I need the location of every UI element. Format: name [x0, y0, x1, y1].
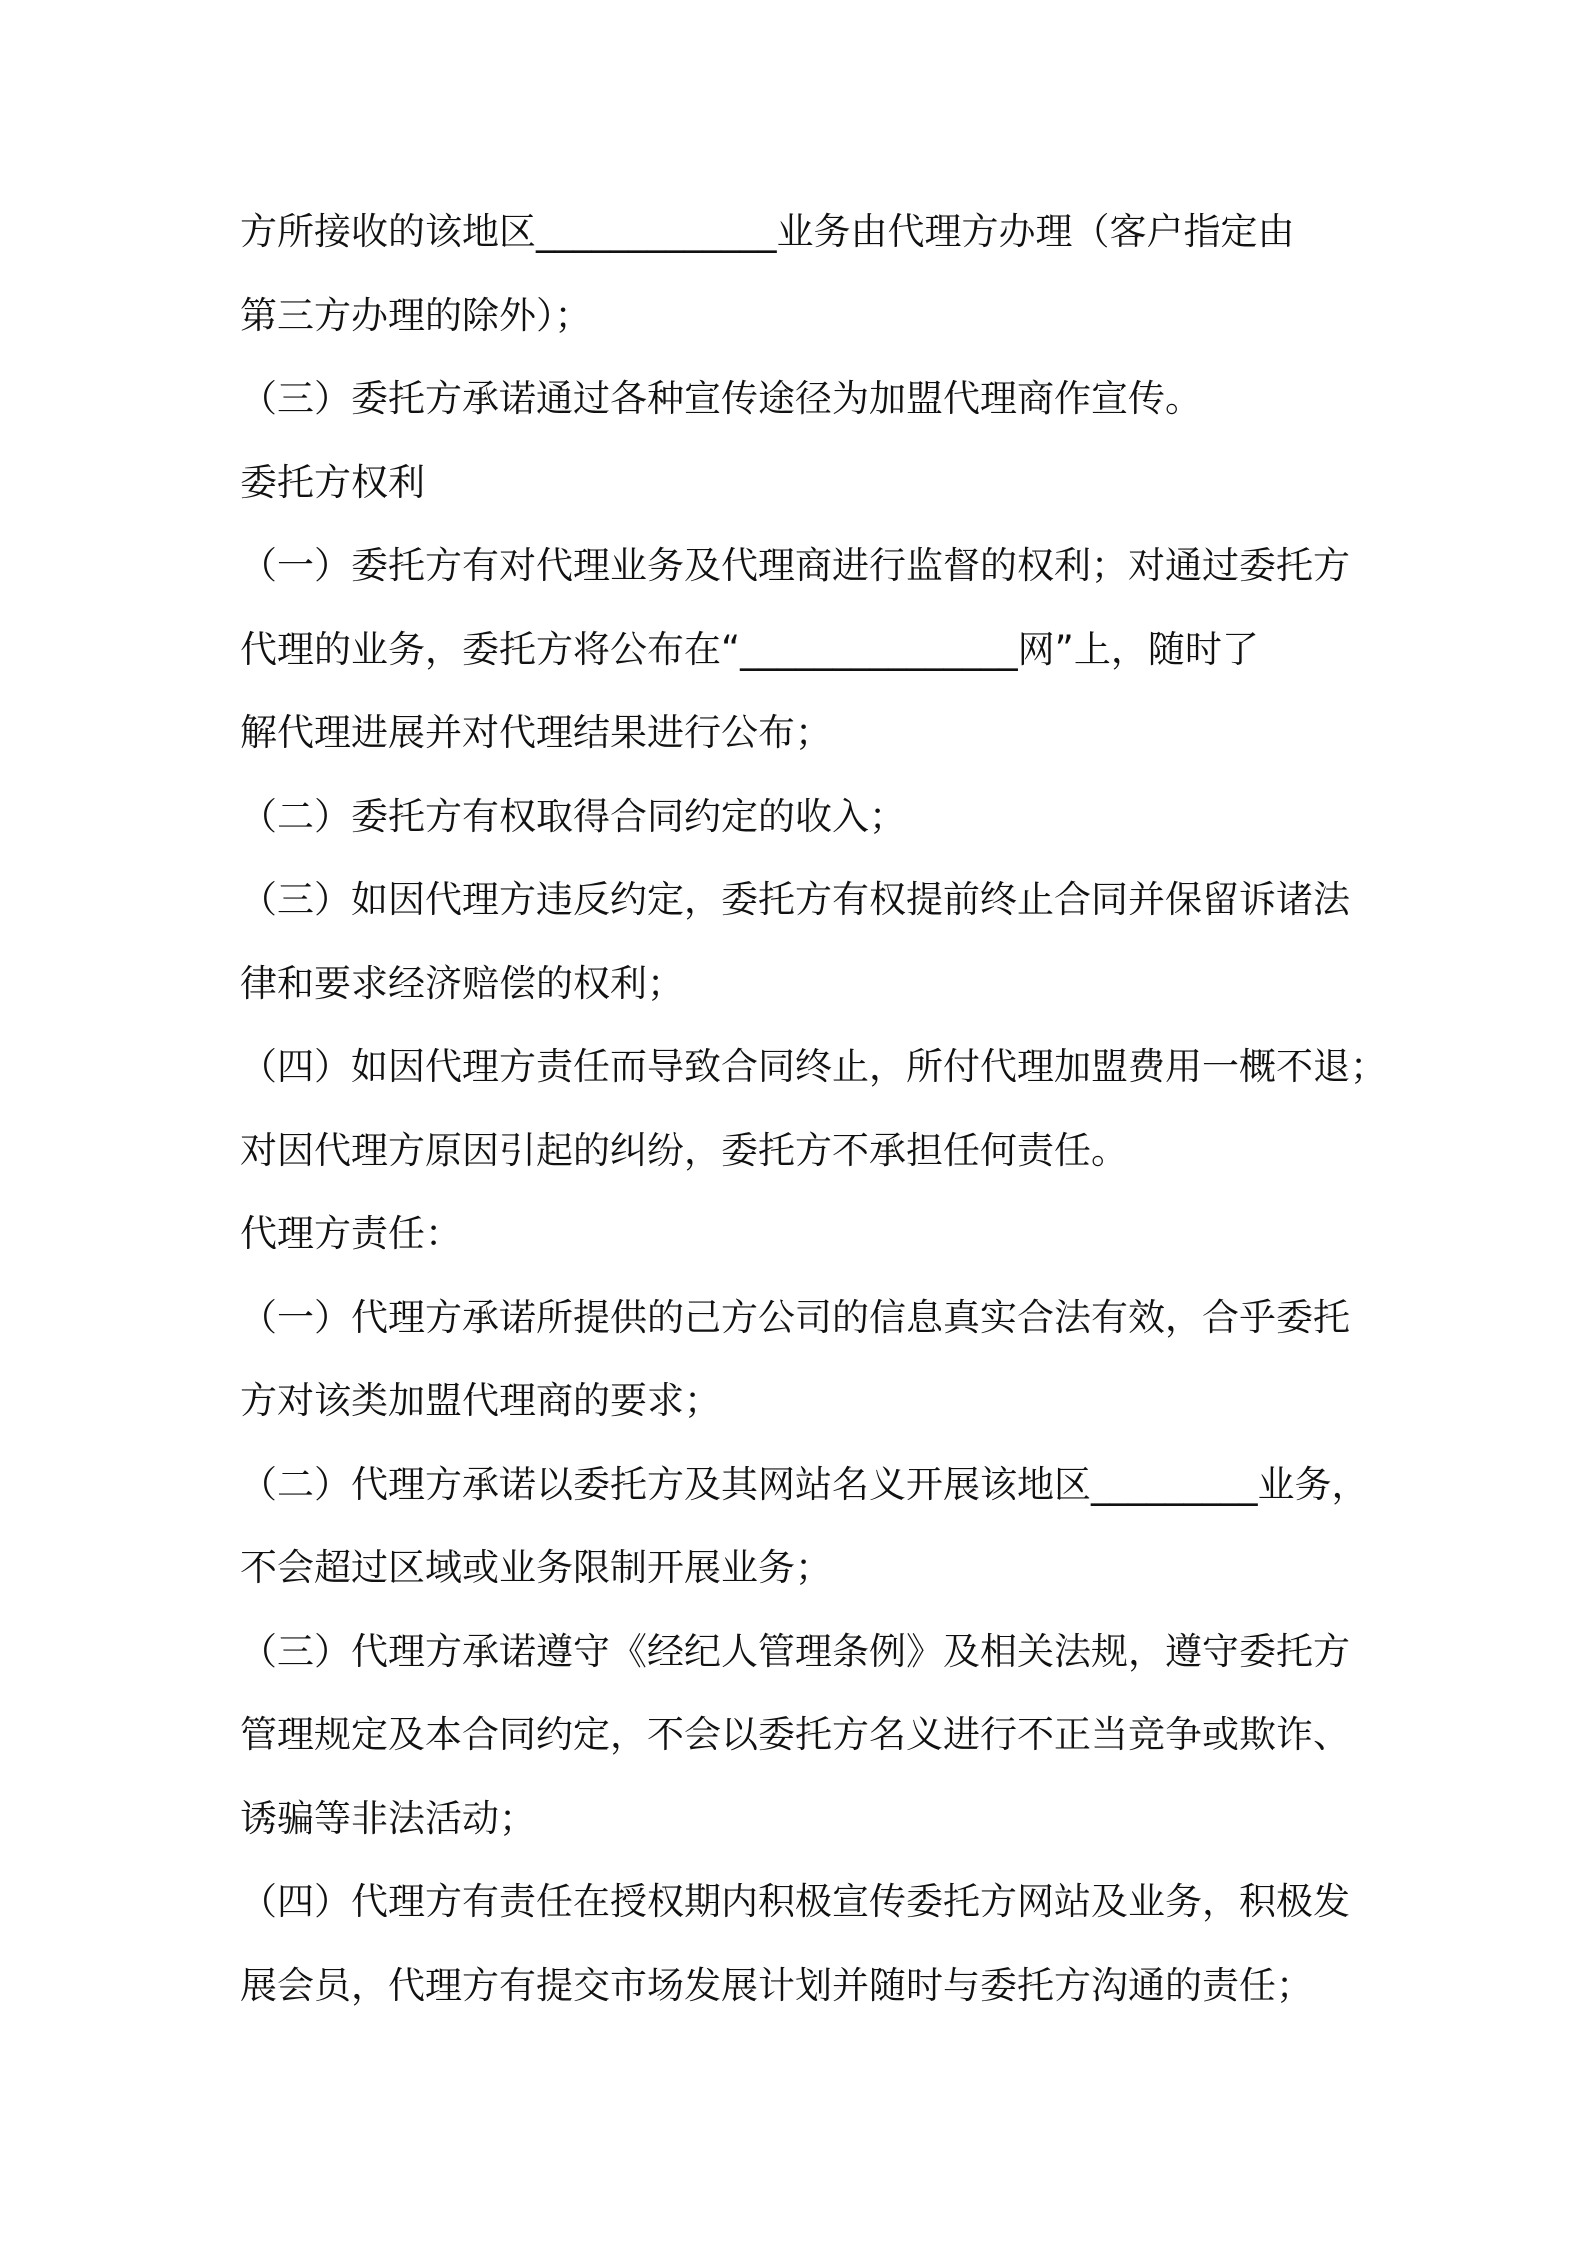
- text-line: 展会员，代理方有提交市场发展计划并随时与委托方沟通的责任；: [240, 1963, 1313, 2007]
- section-heading: 委托方权利: [240, 460, 425, 504]
- text-line: 解代理进展并对代理结果进行公布；: [240, 711, 832, 754]
- text-line: 不会超过区域或业务限制开展业务；: [240, 1546, 832, 1589]
- text-line: 方所接收的该地区_____________业务由代理方办理（客户指定由: [240, 210, 1295, 253]
- text-line: （四）代理方有责任在授权期内积极宣传委托方网站及业务，积极发: [240, 1880, 1350, 1923]
- text-line: 律和要求经济赔偿的权利；: [240, 961, 684, 1005]
- text-line: 代理的业务，委托方将公布在“_______________网”上，随时了: [240, 627, 1259, 671]
- text-line: （一）代理方承诺所提供的己方公司的信息真实合法有效，合乎委托: [240, 1295, 1350, 1339]
- text-line: （三）代理方承诺遵守《经纪人管理条例》及相关法规，遵守委托方: [240, 1629, 1350, 1673]
- text-line: 对因代理方原因引起的纠纷，委托方不承担任何责任。: [240, 1128, 1128, 1172]
- text-line: 第三方办理的除外）；: [240, 293, 592, 337]
- text-line: （二）代理方承诺以委托方及其网站名义开展该地区_________业务，: [240, 1462, 1369, 1506]
- text-line: 方对该类加盟代理商的要求；: [240, 1379, 721, 1422]
- text-line: （四）如因代理方责任而导致合同终止，所付代理加盟费用一概不退；: [240, 1045, 1387, 1088]
- text-line: （三）委托方承诺通过各种宣传途径为加盟代理商作宣传。: [240, 377, 1202, 420]
- text-line: 诱骗等非法活动；: [240, 1796, 536, 1840]
- text-line: 管理规定及本合同约定，不会以委托方名义进行不正当竞争或欺诈、: [240, 1713, 1350, 1756]
- text-line: （三）如因代理方违反约定，委托方有权提前终止合同并保留诉诸法: [240, 878, 1350, 921]
- text-line: （二）委托方有权取得合同约定的收入；: [240, 794, 906, 838]
- text-line: （一）委托方有对代理业务及代理商进行监督的权利；对通过委托方: [240, 544, 1350, 587]
- document-body: [240, 190, 1387, 2027]
- section-heading: 代理方责任：: [240, 1212, 462, 1255]
